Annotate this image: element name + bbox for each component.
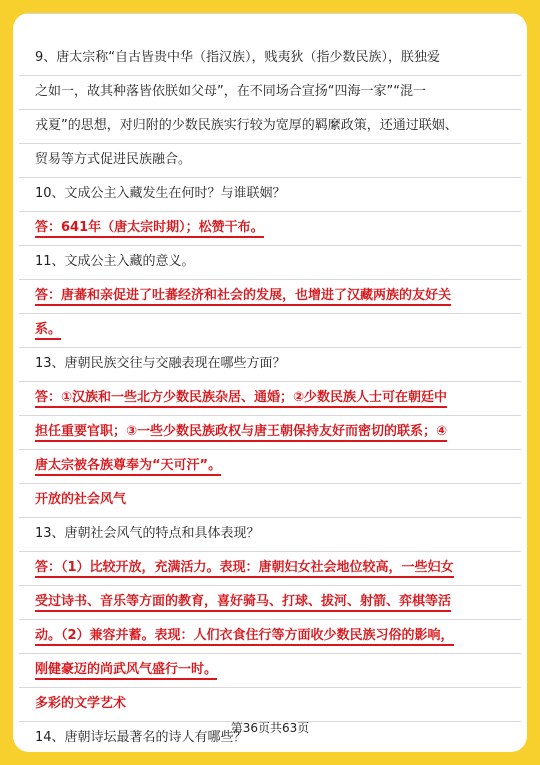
page-number: 第36页共63页 [230, 721, 310, 735]
question-10: 10、文成公主入藏发生在何时？与谁联姻？ [35, 186, 286, 201]
text-line: 贸易等方式促进民族融合。 [35, 152, 192, 167]
answer-13b: 动。（2）兼容并蓄。表现：人们衣食住行等方面收少数民族习俗的影响， [35, 619, 517, 653]
answer-11: 系。 [35, 313, 517, 347]
answer-10: 答：641年（唐太宗时期）；松赞干布。 [35, 211, 517, 245]
text-line: 戎夏”的思想，对归附的少数民族实行较为宽厚的羁縻政策，还通过联姻、 [35, 118, 458, 133]
document-page [13, 13, 527, 752]
divider [19, 13, 521, 14]
answer-13: 唐太宗被各族尊奉为“天可汗”。 [35, 449, 517, 483]
answer-11: 答：唐蕃和亲促进了吐蕃经济和社会的发展，也增进了汉藏两族的友好关 [35, 279, 517, 313]
text-line: 之如一，故其种落皆依朕如父母”，在不同场合宣扬“四海一家”“混一 [35, 84, 426, 99]
question-14: 14、唐朝诗坛最著名的诗人有哪些？ [35, 730, 247, 745]
section-heading: 开放的社会风气 [35, 492, 127, 507]
answer-13: 答：①汉族和一些北方少数民族杂居、通婚；②少数民族人士可在朝廷中 [35, 381, 517, 415]
text-line: 9、唐太宗称“自古皆贵中华（指汉族），贱夷狄（指少数民族），朕独爱 [35, 50, 441, 65]
question-13: 13、唐朝民族交往与交融表现在哪些方面？ [35, 356, 286, 371]
answer-13b: 刚健豪迈的尚武风气盛行一时。 [35, 653, 517, 687]
question-11: 11、文成公主入藏的意义。 [35, 254, 195, 269]
section-heading: 多彩的文学艺术 [35, 696, 127, 711]
question-13b: 13、唐朝社会风气的特点和具体表现？ [35, 526, 260, 541]
answer-13b: 答：（1）比较开放，充满活力。表现：唐朝妇女社会地位较高，一些妇女 [35, 551, 517, 585]
answer-13b: 受过诗书、音乐等方面的教育，喜好骑马、打球、拔河、射箭、弈棋等活 [35, 585, 517, 619]
answer-13: 担任重要官职；③一些少数民族政权与唐王朝保持友好而密切的联系；④ [35, 415, 517, 449]
